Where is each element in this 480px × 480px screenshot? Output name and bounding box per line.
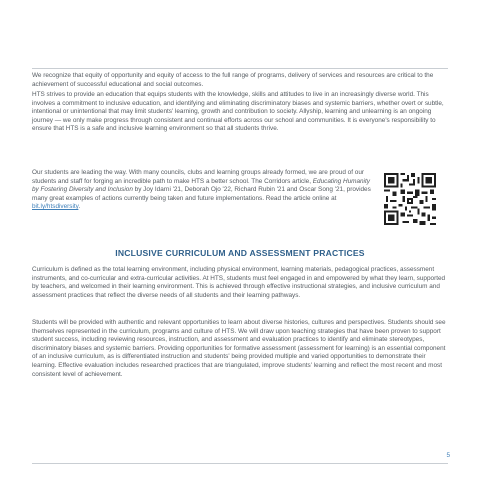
page-number: 5 <box>446 452 450 459</box>
top-divider <box>32 68 448 69</box>
p3-text-before: Our students are leading the way. With many councils, clubs and learning groups already formed, we are proud of our students and staff for forging an incredible path to make HTS a better school. The Corridors article, <box>32 169 365 185</box>
article-link[interactable]: bit.ly/htsdiversity <box>32 203 79 211</box>
article-title: Educating Humanity by Fostering Diversity and Inclusion <box>32 177 370 194</box>
curriculum-paragraph-1: Curriculum is defined as the total learning environment, including physical environment, learning materials, pedagogical practices, assessment instruments, and co-curricular and extra-curricular activities. At HTS, students must feel engaged in and empowered by what they learn, supported by teachers, and welcomed in their learning environment. This is achieved through effective instructional strategies, and inclusive curriculum and assessment practices that reflect the diverse needs of all students and their learning pathways. <box>32 266 446 299</box>
bottom-divider <box>32 463 448 464</box>
curriculum-paragraph-2: Students will be provided with authentic and relevant opportunities to learn about diverse histories, cultures and perspectives. Students should see themselves represented in the curriculum, programs and culture of HTS. We will draw upon teaching strategies that have been proven to support student success, including reviewing resources, instruction, and assessment and evaluation practices to identify and eliminate stereotypes, discriminatory biases and systemic barriers. Providing opportunities for formative assessment (assessment for learning) is an essential component of an inclusive curriculum, as is differentiated instruction and students' being provided multiple and varied opportunities to demonstrate their learning. Effective evaluation includes researched practices that are triangulated, improve students' learning and reflect the most recent and most consistent level of achievement. <box>32 319 446 378</box>
intro-paragraph-1: We recognize that equity of opportunity and equity of access to the full range of programs, delivery of services and resources are critical to the achievement of successful educational and social outcomes. <box>32 72 434 88</box>
qr-code-icon[interactable] <box>384 173 436 225</box>
p3-text-end: . <box>78 203 81 211</box>
intro-paragraph-3 <box>32 169 372 212</box>
section-heading: INCLUSIVE CURRICULUM AND ASSESSMENT PRACTICES <box>115 248 365 258</box>
p3-text-after: by Joy Idarni '21, Deborah Ojo '22, Richard Rubin '21 and Oscar Song '21, provides many great examples of actions currently being taken and future implementations. Read the article online at <box>32 186 371 202</box>
intro-paragraph-2: HTS strives to provide an education that equips students with the knowledge, skills and attitudes to live in an increasingly diverse world. This involves a commitment to inclusive education, and identifying and eliminating discriminatory biases and systemic barriers, whether overt or subtle, intentional or unintentional that may limit students' learning, growth and contribution to society. Allyship, learning and unlearning is an ongoing journey — we only make progress through consistent and continual efforts across our school and communities. It is everyone's responsibility to ensure that HTS is a safe and inclusive learning environment so that all students thrive. <box>32 91 444 133</box>
